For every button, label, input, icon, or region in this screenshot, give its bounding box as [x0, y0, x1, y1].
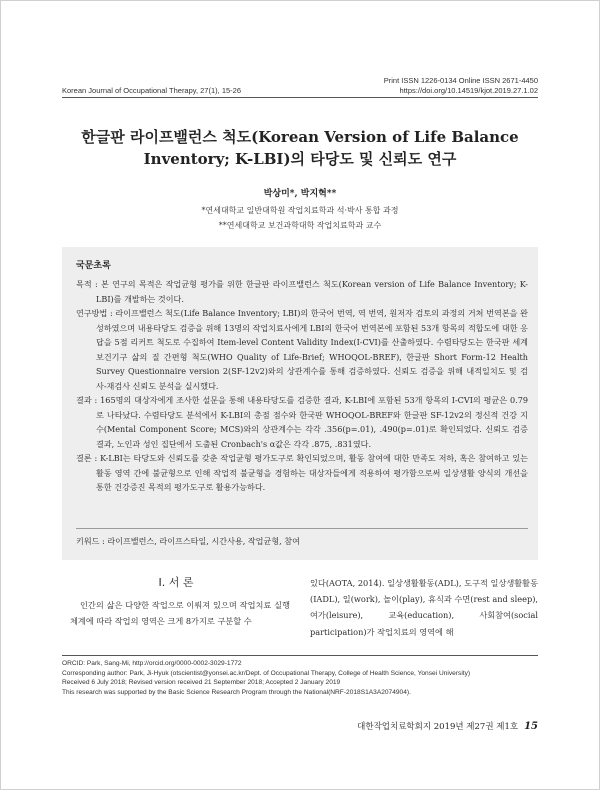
page-number: 15: [524, 721, 538, 732]
title-line-2: Inventory; K-LBI)의 타당도 및 신뢰도 연구: [143, 150, 457, 168]
footnote-rule: [62, 655, 538, 656]
doi-link[interactable]: https://doi.org/10.14519/kjot.2019.27.1.02: [399, 86, 538, 95]
body-text-left: 인간의 삶은 다양한 작업으로 이뤄져 있으며 작업치료 실행체계에 따라 작업의 영역은 크게 8가지로 구분할 수: [70, 600, 290, 626]
footnote-received: Received 6 July 2018; Revised version received 21 September 2018; Accepted 2 January 2019: [62, 679, 341, 687]
title-line-1: 한글판 라이프밸런스 척도(Korean Version of Life Balance: [81, 128, 519, 146]
abstract-methods: 연구방법 : 라이프밸런스 척도(Life Balance Inventory; LBI)의 한국어 번역, 역 번역, 원저자 검토의 과정의 거쳐 번역본을 완성하였으며 내용타당도 검증을 위해 13명의 작업치료사에게 LBI의 한국어 번역본에 포함된 53개 항목의 적합도에 대한 응답을 5점 리커트 척도로 수집하여 Item-level Content Validity Index(I-CVI)를 산출하였다. 수렴타당도는 한국판 세계보건기구 삶의 질 간편형 척도(WHO Quality of Life-Brief; WHOQOL-BREF), 한글판 Short Form-12 Health Survey Questionnaire version 2(SF-12v2)와의 상관계수를 통해 검증하였다. 신뢰도 검증을 위해 내적일치도 및 검사-재검사 신뢰도 분석을 실시했다.: [76, 308, 528, 391]
abstract-heading: 국문초록: [76, 261, 111, 271]
footnotes: [62, 659, 542, 697]
abstract-results: 결과 : 165명의 대상자에게 조사한 설문을 통해 내용타당도를 검증한 결과, K-LBI에 포함된 53개 항목의 I-CVI의 평균은 0.79로 나타났다. 수렴타당도 분석에서 K-LBI의 총점 점수와 한국판 WHOQOL-BREF와 한글판 SF-12v2의 정신적 건강 지수(Mental Component Score; MCS)와의 상관계수는 각각 .356(p=.01), .490(p=.01)로 확인되었다. 신뢰도 검증 결과, 노인과 성인 집단에서 도출된 Cronbach's α값은 각각 .875, .831였다.: [76, 395, 528, 449]
journal-citation: Korean Journal of Occupational Therapy, 27(1), 15-26: [62, 86, 241, 95]
abstract-text: [76, 277, 528, 495]
footnote-funding: This research was supported by the Basic Science Research Program through the National(NRF-2018S1A3A2074904).: [62, 688, 411, 696]
affiliation-1: *연세대학교 일반대학원 작업치료학과 석·박사 통합 과정: [201, 206, 399, 215]
paper-title: [62, 126, 538, 170]
footer-journal: 대한작업치료학회지 2019년 제27권 제1호: [357, 722, 519, 732]
body-text-right: 있다(AOTA, 2014). 일상생활활동(ADL), 도구적 일상생활활동(IADL), 일(work), 놀이(play), 휴식과 수면(rest and sleep), 여가(leisure), 교육(education), 사회참여(social participation)가 작업치료의 영역에 해: [310, 578, 538, 637]
abstract-purpose: 목적 : 본 연구의 목적은 작업균형 평가를 위한 한글판 라이프밸런스 척도(Korean version of Life Balance Inventory; K-LBI)를 개발하는 것이다.: [76, 279, 528, 304]
footnote-corresponding: Corresponding author: Park, Ji-Hyuk (otscientist@yonsei.ac.kr/Dept. of Occupational Therapy, College of Health Science, Yonsei University): [62, 669, 471, 677]
authors: 박상미*, 박지혁**: [263, 189, 337, 199]
issn: Print ISSN 1226-0134 Online ISSN 2671-4450: [383, 76, 538, 85]
header-rule: [62, 97, 538, 98]
footnote-orcid: ORCID: Park, Sang-Mi, http://orcid.org/0000-0002-3029-1772: [62, 660, 242, 667]
affiliation-2: **연세대학교 보건과학대학 작업치료학과 교수: [218, 221, 382, 230]
keywords: 키워드 : 라이프밸런스, 라이프스타일, 시간사용, 작업균형, 참여: [76, 536, 300, 546]
keyword-divider: [76, 528, 528, 529]
section-title-introduction: Ⅰ. 서 론: [158, 576, 194, 589]
page-footer: [357, 720, 538, 732]
header-issn-doi: [384, 76, 538, 96]
abstract-conclusion: 결론 : K-LBI는 타당도와 신뢰도를 갖춘 작업균형 평가도구로 확인되었으며, 활동 참여에 대한 만족도 저하, 혹은 참여하고 있는 활동 영역 간에 불균형으로 인해 작업적 불균형을 경험하는 대상자들에게 적용하여 평가함으로써 일상생활 양식의 개선을 통한 건강증진 목적의 평가도구로 활용가능하다.: [76, 453, 528, 492]
